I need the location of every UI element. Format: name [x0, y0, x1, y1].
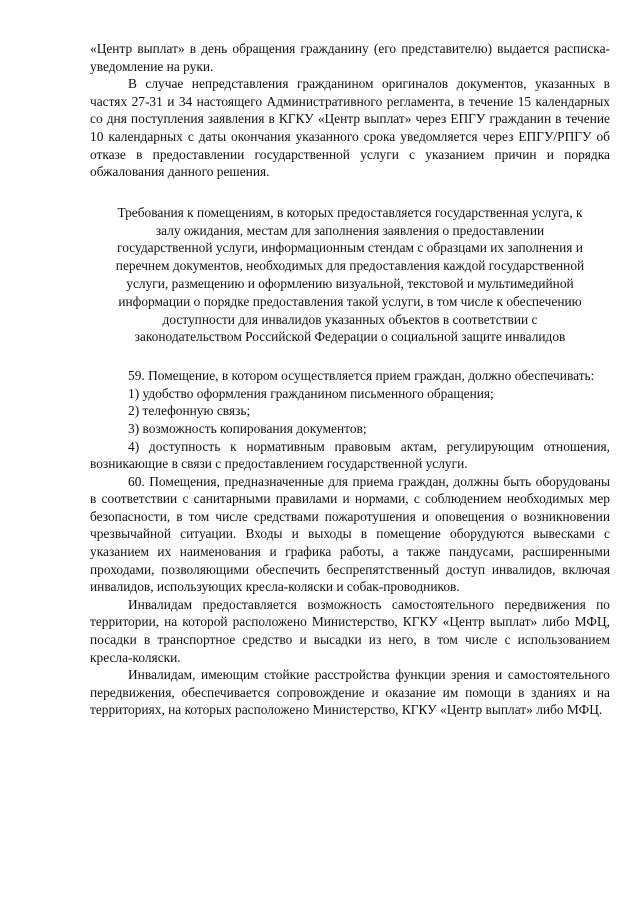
- paragraph-disabled-vision: Инвалидам, имеющим стойкие расстройства функции зрения и самостоятельного передвижения, обеспечивается сопровождение и оказание им помощи в зданиях и на территориях, на которых расположено Министерство, КГКУ «Центр выплат» либо МФЦ.: [90, 667, 610, 718]
- section-heading: Требования к помещениям, в которых предоставляется государственная услуга, к залу ожидания, местам для заполнения заявления о предоставлении государственной услуги, информационным стендам с образцами их заполнения и перечнем документов, необходимых для предоставления каждой государственной услуги, размещению и оформлению визуальной, текстовой и мультимедийной информации о порядке предоставления такой услуги, в том числе к обеспечению доступности для инвалидов указанных объектов в соответствии с законодательством Российской Федерации о социальной защите инвалидов: [115, 204, 585, 345]
- paragraph-originals-notice: В случае непредставления гражданином оригиналов документов, указанных в частях 27-31 и 34 настоящего Административного регламента, в течение 15 календарных со дня поступления заявления в КГКУ «Центр выплат» через ЕПГУ гражданин в течение 10 календарных с даты окончания указанного срока уведомляется через ЕПГУ/РПГУ об отказе в предоставлении государственной услуги с указанием причин и порядка обжалования данного решения.: [90, 76, 610, 180]
- list-item-59-3: 3) возможность копирования документов;: [128, 420, 367, 436]
- list-item-59-2: 2) телефонную связь;: [128, 403, 251, 419]
- paragraph-disabled-mobility: Инвалидам предоставляется возможность самостоятельного передвижения по территории, на которой расположено Министерство, КГКУ «Центр выплат» либо МФЦ, посадки в транспортное средство и высадки из него, в том числе с использованием кресла-коляски.: [90, 596, 610, 665]
- list-item-59-1: 1) удобство оформления гражданином письменного обращения;: [128, 385, 494, 401]
- paragraph-continuation: «Центр выплат» в день обращения гражданину (его представителю) выдается расписка-уведомление на руки.: [90, 41, 610, 74]
- document-page: [90, 40, 610, 719]
- paragraph-59: 59. Помещение, в котором осуществляется прием граждан, должно обеспечивать:: [128, 368, 595, 384]
- list-item-59-4: 4) доступность к нормативным правовым актам, регулирующим отношения, возникающие в связи с предоставлением государственной услуги.: [90, 438, 610, 472]
- paragraph-60: 60. Помещения, предназначенные для приема граждан, должны быть оборудованы в соответствии с санитарными правилами и нормами, с соблюдением необходимых мер безопасности, в том числе средствами пожаротушения и оповещения о возникновении чрезвычайной ситуации. Входы и выходы в помещение оборудуются вывесками с указанием их наименования и графика работы, а также пандусами, расширенными проходами, позволяющими обеспечить беспрепятственный доступ инвалидов, включая инвалидов, использующих кресла-коляски и собак-проводников.: [90, 473, 610, 595]
